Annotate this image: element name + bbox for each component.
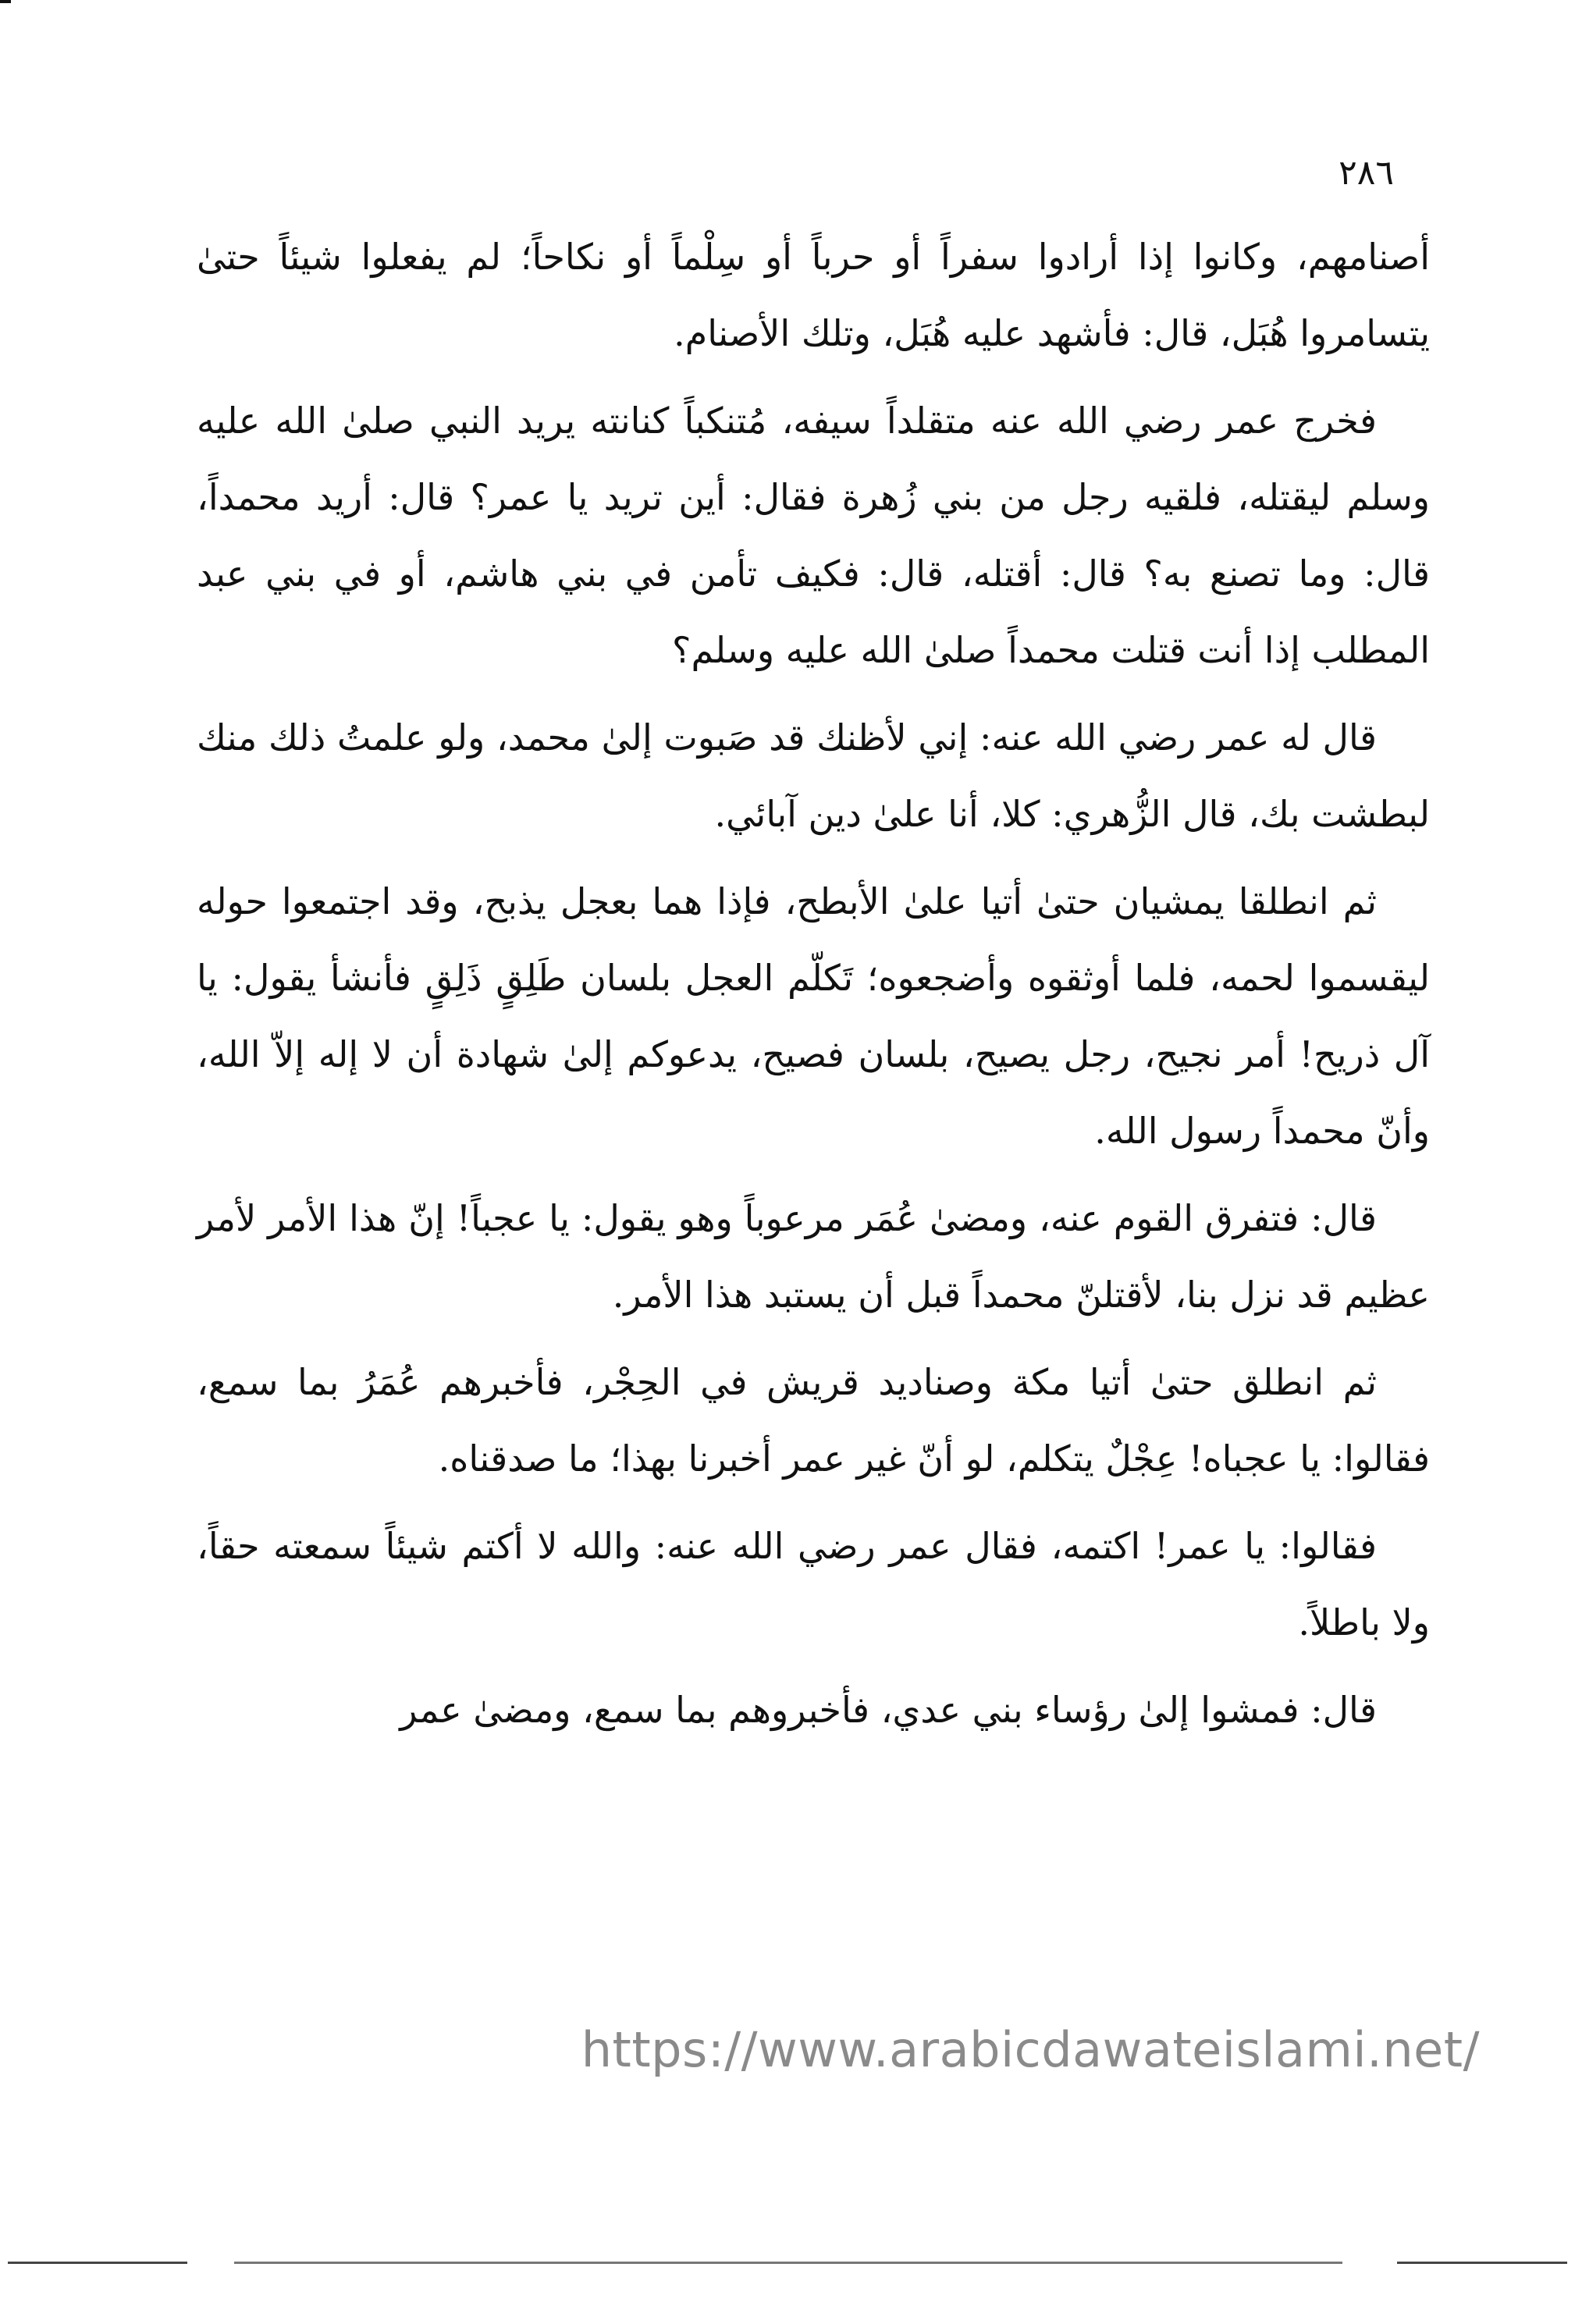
footer-rule-right — [1397, 2262, 1567, 2264]
paragraph-2: فخرج عمر رضي الله عنه متقلداً سيفه، مُتنكباً كنانته يريد النبي صلىٰ الله عليه وسلم ليقتله، فلقيه رجل من بني زُهرة فقال: أين تريد يا عمر؟ قال: أريد محمداً، قال: وما تصنع به؟ قال: أقتله، قال: فكيف تأمن في بني هاشم، أو في بني عبد المطلب إذا أنت قتلت محمداً صلىٰ الله عليه وسلم؟ — [197, 400, 1431, 671]
paragraph-6: ثم انطلق حتىٰ أتيا مكة وصناديد قريش في الحِجْر، فأخبرهم عُمَرُ بما سمع، فقالوا: يا عجباه! عِجْلٌ يتكلم، لو أنّ غير عمر أخبرنا بهذا؛ ما صدقناه. — [197, 1361, 1430, 1480]
paragraph-1: أصنامهم، وكانوا إذا أرادوا سفراً أو حرباً أو سِلْماً أو نكاحاً؛ لم يفعلوا شيئاً حتىٰ يتسامروا هُبَل، قال: فأشهد عليه هُبَل، وتلك الأصنام. — [197, 236, 1430, 354]
paragraph-5: قال: فتفرق القوم عنه، ومضىٰ عُمَر مرعوباً وهو يقول: يا عجباً! إنّ هذا الأمر لأمر عظيم قد نزل بنا، لأقتلنّ محمداً قبل أن يستبد هذا الأمر. — [197, 1197, 1430, 1316]
watermark-url: https://www.arabicdawateislami.net/ — [581, 2021, 1480, 2078]
paragraph-7: فقالوا: يا عمر! اكتمه، فقال عمر رضي الله عنه: والله لا أكتم شيئاً سمعته حقاً، ولا باطلاً. — [197, 1525, 1430, 1644]
page-number: ٢٨٦ — [1339, 153, 1394, 193]
paragraph-4: ثم انطلقا يمشيان حتىٰ أتيا علىٰ الأبطح، فإذا هما بعجل يذبح، وقد اجتمعوا حوله ليقسموا لحمه، فلما أوثقوه وأضجعوه؛ تَكلّم العجل بلسان طَلِقٍ ذَلِقٍ فأنشأ يقول: يا آل ذريح! أمر نجيح، رجل يصيح، بلسان فصيح، يدعوكم إلىٰ شهادة أن لا إله إلاّ الله، وأنّ محمداً رسول الله. — [197, 880, 1430, 1152]
body-text — [197, 219, 1430, 1748]
corner-mark — [0, 0, 11, 3]
paragraph-8: قال: فمشوا إلىٰ رؤساء بني عدي، فأخبروهم بما سمع، ومضىٰ عمر — [400, 1689, 1377, 1731]
footer-rule-center — [234, 2262, 1342, 2264]
paragraph-3: قال له عمر رضي الله عنه: إني لأظنك قد صَبوت إلىٰ محمد، ولو علمتُ ذلك منك لبطشت بك، قال الزُّهري: كلا، أنا علىٰ دين آبائي. — [197, 716, 1430, 835]
footer-rule-left — [8, 2262, 187, 2264]
